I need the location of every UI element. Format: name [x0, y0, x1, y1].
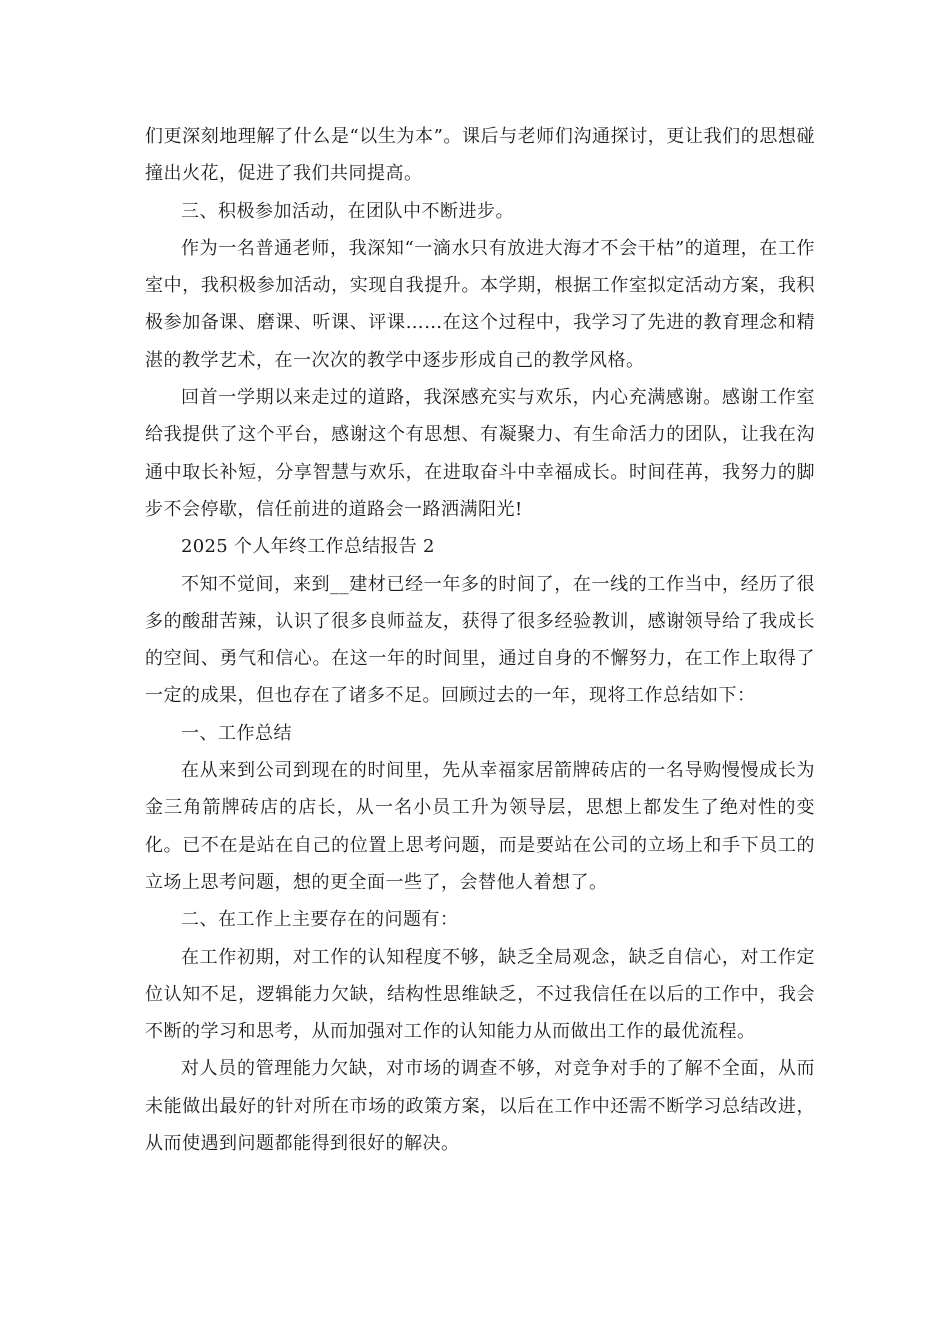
document-body	[145, 118, 815, 1162]
paragraph-continued: 们更深刻地理解了什么是“以生为本”。课后与老师们沟通探讨，更让我们的思想碰撞出火花，促进了我们共同提高。	[145, 126, 815, 185]
paragraph: 对人员的管理能力欠缺，对市场的调查不够，对竞争对手的了解不全面，从而未能做出最好的针对所在市场的政策方案，以后在工作中还需不断学习总结改进，从而使遇到问题都能得到很好的解决。	[145, 1058, 815, 1155]
section-heading-one: 一、工作总结	[181, 722, 292, 744]
paragraph: 作为一名普通老师，我深知“一滴水只有放进大海才不会干枯”的道理，在工作室中，我积极参加活动，实现自我提升。本学期，根据工作室拟定活动方案，我积极参加备课、磨课、听课、评课……在这个过程中，我学习了先进的教育理念和精湛的教学艺术，在一次次的教学中逐步形成自己的教学风格。	[145, 237, 815, 371]
section-heading-three: 三、积极参加活动，在团队中不断进步。	[181, 200, 514, 222]
paragraph: 回首一学期以来走过的道路，我深感充实与欢乐，内心充满感谢。感谢工作室给我提供了这个平台，感谢这个有思想、有凝聚力、有生命活力的团队，让我在沟通中取长补短，分享智慧与欢乐，在进取奋斗中幸福成长。时间荏苒，我努力的脚步不会停歇，信任前进的道路会一路洒满阳光!	[145, 387, 815, 520]
paragraph: 不知不觉间，来到__建材已经一年多的时间了，在一线的工作当中，经历了很多的酸甜苦辣，认识了很多良师益友，获得了很多经验教训，感谢领导给了我成长的空间、勇气和信心。在这一年的时间里，通过自身的不懈努力，在工作上取得了一定的成果，但也存在了诸多不足。回顾过去的一年，现将工作总结如下：	[145, 573, 815, 707]
paragraph: 在从来到公司到现在的时间里，先从幸福家居箭牌砖店的一名导购慢慢成长为金三角箭牌砖店的店长，从一名小员工升为领导层，思想上都发生了绝对性的变化。已不在是站在自己的位置上思考问题，而是要站在公司的立场上和手下员工的立场上思考问题，想的更全面一些了，会替他人着想了。	[145, 760, 815, 893]
paragraph: 在工作初期，对工作的认知程度不够，缺乏全局观念，缺乏自信心，对工作定位认知不足，逻辑能力欠缺，结构性思维缺乏，不过我信任在以后的工作中，我会不断的学习和思考，从而加强对工作的认知能力从而做出工作的最优流程。	[145, 946, 815, 1043]
section-heading-two: 二、在工作上主要存在的问题有：	[181, 909, 459, 931]
report-title: 2025 个人年终工作总结报告 2	[181, 536, 435, 558]
